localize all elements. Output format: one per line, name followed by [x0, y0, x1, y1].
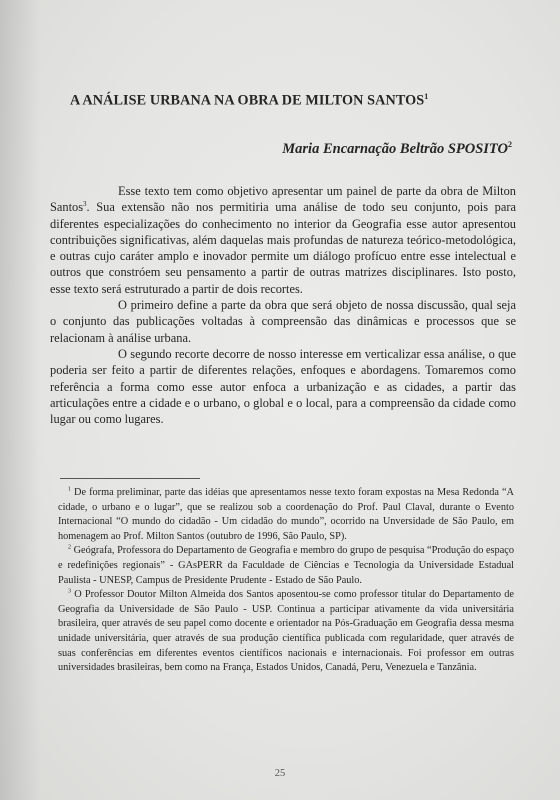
article-title: [70, 92, 540, 110]
paragraph-3: O segundo recorte decorre de nosso interesse em verticalizar essa análise, o que poderia ser feito a partir de diferentes relações, enfoques e abordagens. Tomaremos como referência a forma como esse autor enfoca a urbanização e as cidades, a partir das articulações entre a cidade e o urbano, o global e o local, para a compreensão da cidade como lugar ou como lugares.: [50, 346, 516, 427]
footnote-3-text: O Professor Doutor Milton Almeida dos Santos aposentou-se como professor titular do Departamento de Geografia da Universidade de São Paulo - USP. Continua a participar ativamente da vida universitária brasileira, quer através de seu papel como docente e orientador na Pós-Graduação em Geografia dessa mesma unidade universitária, quer através de sua produção científica publicada com regularidade, quer através de suas conferências em diferentes eventos científicos nacionais e internacionais. Foi professor em outras universidades brasileiras, bem como na França, Estados Unidos, Canadá, Peru, Venezuela e Tanzânia.: [58, 589, 514, 674]
paragraph-1-footnote-marker: 3: [83, 200, 87, 209]
paragraph-2: O primeiro define a parte da obra que será objeto de nossa discussão, qual seja o conjunto das publicações voltadas à compreensão das dinâmicas e processos que se relacionam à análise urbana.: [50, 298, 516, 345]
paragraph-1: [50, 183, 516, 297]
article-title-text: A ANÁLISE URBANA NA OBRA DE MILTON SANTOS: [70, 92, 425, 109]
paragraph-1-part-1: Esse texto tem como objetivo apresentar um painel de parte da obra de Milton Santos: [50, 184, 516, 215]
footnote-divider: [60, 478, 200, 479]
paragraph-1-part-2: . Sua extensão não nos permitiria uma análise de todo seu conjunto, pois para diferentes especializações do conhecimento no interior da Geografia esse autor apresentou contribuições significativas, além daquelas mais profundas de natureza teórico-metodológica, e outras cujo caráter amplo e inovador permite um diálogo profícuo entre esse intelectual e outros que constróem seu pensamento a partir de outras matrizes disciplinares. Isto posto, esse texto será estruturado a partir de dois recortes.: [50, 200, 516, 296]
article-body: [50, 183, 516, 427]
author-name: [282, 140, 512, 158]
author-footnote-marker: 2: [508, 140, 512, 149]
author-name-text: Maria Encarnação Beltrão SPOSITO: [282, 140, 508, 157]
title-footnote-marker: 1: [424, 92, 429, 101]
page-number: 25: [274, 768, 286, 779]
footnote-3-marker: 3: [68, 588, 71, 595]
footnote-1-marker: 1: [68, 486, 71, 493]
page-edge-shadow: [0, 0, 40, 800]
footnote-3: [58, 588, 514, 676]
footnote-2: [58, 544, 514, 588]
footnote-2-marker: 2: [68, 544, 71, 551]
footnotes: [58, 486, 514, 676]
footnote-1: [58, 486, 514, 544]
footnote-1-text: De forma preliminar, parte das idéias que apresentamos nesse texto foram expostas na Mesa Redonda “A cidade, o urbano e o lugar”, que se realizou sob a coordenação do Prof. Paul Claval, durante o Evento Internacional “O mundo do cidadão - Um cidadão do mundo”, ocorrido na Unversidade de São Paulo, em homenagem ao Prof. Milton Santos (outubro de 1996, São Paulo, SP).: [58, 487, 514, 542]
footnote-2-text: Geógrafa, Professora do Departamento de Geografia e membro do grupo de pesquisa “Produção do espaço e redefinições regionais” - GAsPERR da Faculdade de Ciências e Tecnologia da Universidade Estadual Paulista - UNESP, Campus de Presidente Prudente - Estado de São Paulo.: [58, 545, 514, 586]
